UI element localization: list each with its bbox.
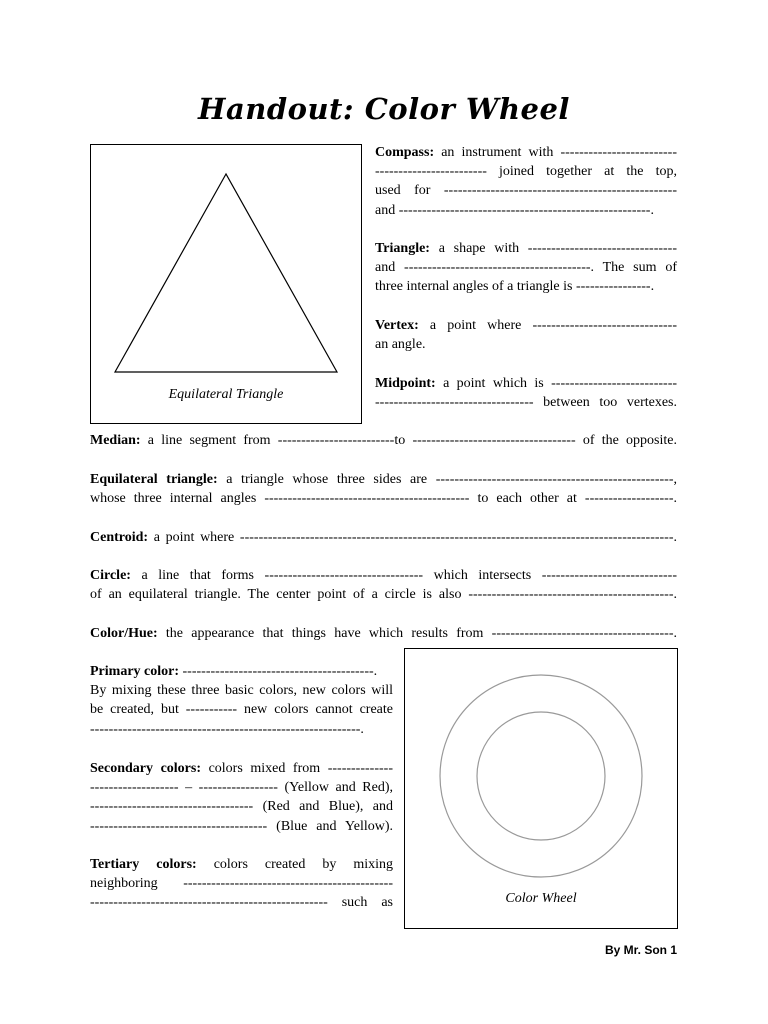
definition-secondary-colors: Secondary colors: colors mixed from -------------- ------------------- – ----------------- (Yellow and Red), ----------------------------------- (Red and Blue), and -------------------------------------- (Blue and Yellow). <box>90 761 393 834</box>
definition-primary-color: Primary color: -----------------------------------------. By mixing these three basic colors, new colors will be created, but ----------- new colors cannot create ----------------------------------------------------------. <box>90 664 393 737</box>
definition-circle: Circle: a line that forms ---------------------------------- which intersects ----------------------------- of an equilateral triangle. The center point of a circle is also --------------------------------------------. <box>90 568 677 603</box>
color-wheel-caption: Color Wheel <box>505 891 577 906</box>
page-footer: By Mr. Son 1 <box>604 943 677 957</box>
definition-tertiary-colors: Tertiary colors: colors created by mixing neighboring --------------------------------------------- --------------------------------------------------- such as <box>90 857 394 911</box>
triangle-caption: Equilateral Triangle <box>168 387 284 402</box>
definition-equilateral-triangle: Equilateral triangle: a triangle whose three sides are ---------------------------------------------------, whose three internal angles -------------------------------------------- to each other at -------------------. <box>90 472 677 507</box>
definition-triangle: Triangle: a shape with -------------------------------- and ----------------------------------------. The sum of three internal angles of a triangle is ----------------. <box>375 241 677 295</box>
definition-median: Median: a line segment from -------------------------to ----------------------------------- of the opposite. <box>90 433 678 448</box>
equilateral-triangle-drawing <box>91 145 361 423</box>
definition-centroid: Centroid: a point where ---------------------------------------------------------------------------------------------. <box>90 530 677 545</box>
page-title: Handout: Color Wheel <box>198 92 570 126</box>
color-wheel-figure <box>404 648 678 929</box>
definition-midpoint: Midpoint: a point which is --------------------------- ---------------------------------- between too vertexes. <box>375 376 678 411</box>
color-wheel-drawing <box>405 649 677 928</box>
definition-vertex: Vertex: a point where ------------------------------- an angle. <box>375 318 678 353</box>
definition-compass: Compass: an instrument with ------------------------- ------------------------ joined together at the top, used for -------------------------------------------------- and ------------------------------------------------------. <box>375 145 678 218</box>
triangle-figure <box>90 144 362 424</box>
definition-color-hue: Color/Hue: the appearance that things have which results from ---------------------------------------. <box>90 626 678 641</box>
